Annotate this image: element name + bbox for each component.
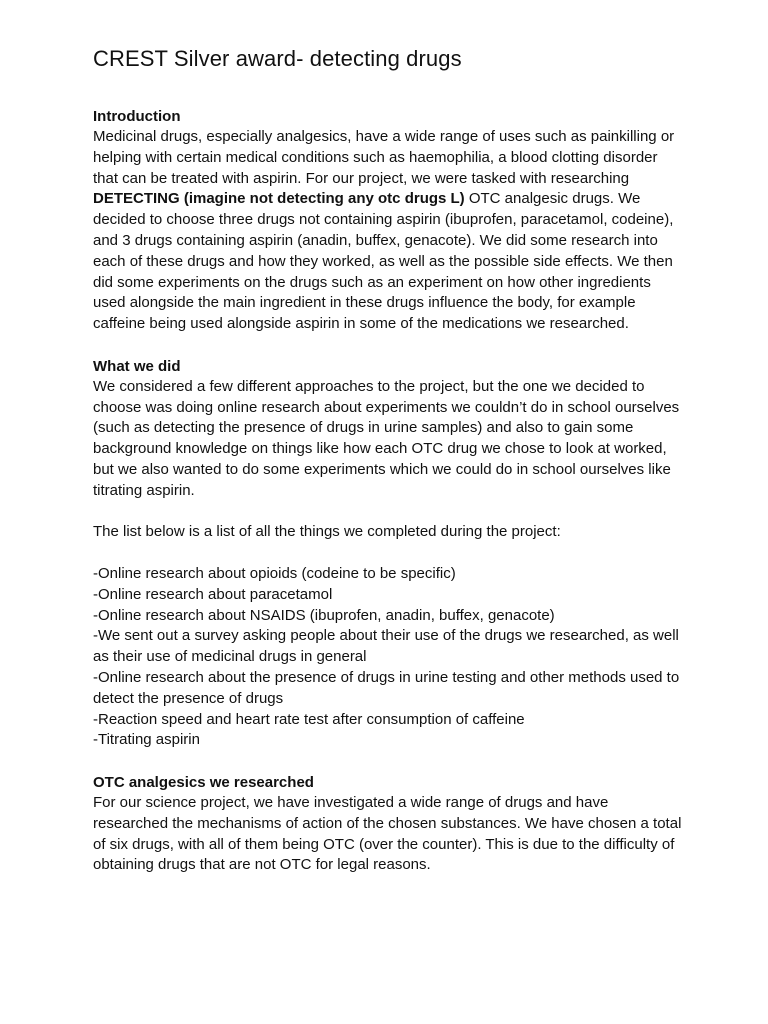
spacer [93, 502, 683, 523]
what-we-did-heading: What we did [93, 357, 181, 375]
otc-analgesics-section [93, 772, 683, 876]
list-item: -Reaction speed and heart rate test after consumption of caffeine [93, 710, 525, 728]
list-item: -Online research about NSAIDS (ibuprofen, anadin, buffex, genacote) [93, 606, 555, 624]
spacer [93, 751, 683, 772]
otc-analgesics-paragraph: For our science project, we have investigated a wide range of drugs and have researched the mechanisms of action of the chosen substances. We have chosen a total of six drugs, with all of them being OTC (over the counter). This is due to the difficulty of obtaining drugs that are not OTC for legal reasons. [93, 793, 682, 874]
introduction-text-part-1: Medicinal drugs, especially analgesics, have a wide range of uses such as painkilling or helping with certain medical conditions such as haemophilia, a blood clotting disorder that can be treated with aspirin. For our project, we were tasked with researching [93, 128, 675, 187]
introduction-paragraph [93, 127, 683, 335]
document-title: CREST Silver award- detecting drugs [93, 46, 462, 71]
introduction-bold-text: DETECTING (imagine not detecting any otc drugs L) [93, 190, 465, 208]
spacer [93, 335, 683, 356]
list-item: -Online research about opioids (codeine to be specific) [93, 564, 456, 582]
introduction-heading: Introduction [93, 108, 181, 125]
list-item: -Online research about the presence of drugs in urine testing and other methods used to detect the presence of drugs [93, 668, 680, 707]
introduction-text-part-2: OTC analgesic drugs. We decided to choose three drugs not containing aspirin (ibuprofen, paracetamol, codeine), and 3 drugs containing aspirin (anadin, buffex, genacote). We did some research into each of these drugs and how they worked, as well as the possible side effects. We then did some experiments on the drugs such as an experiment on how other ingredients used alongside the main ingredient in these drugs influence the body, for example caffeine being used alongside aspirin in some of the medications we researched. [93, 190, 674, 333]
list-item: -We sent out a survey asking people about their use of the drugs we researched, as well as their use of medicinal drugs in general [93, 627, 679, 666]
document-page [93, 44, 683, 876]
list-item: -Online research about paracetamol [93, 585, 333, 603]
introduction-section [93, 106, 683, 335]
otc-analgesics-heading: OTC analgesics we researched [93, 773, 314, 791]
list-intro: The list below is a list of all the things we completed during the project: [93, 523, 561, 541]
what-we-did-paragraph: We considered a few different approaches to the project, but the one we decided to choose was doing online research about experiments we couldn’t do in school ourselves (such as detecting the presence of drugs in urine samples) and also to gain some background knowledge on things like how each OTC drug we chose to look at worked, but we also wanted to do some experiments which we could do in school ourselves like titrating aspirin. [93, 377, 680, 499]
spacer [93, 543, 683, 564]
what-we-did-section [93, 356, 683, 751]
list-item: -Titrating aspirin [93, 731, 200, 749]
completed-tasks-list [93, 564, 683, 751]
